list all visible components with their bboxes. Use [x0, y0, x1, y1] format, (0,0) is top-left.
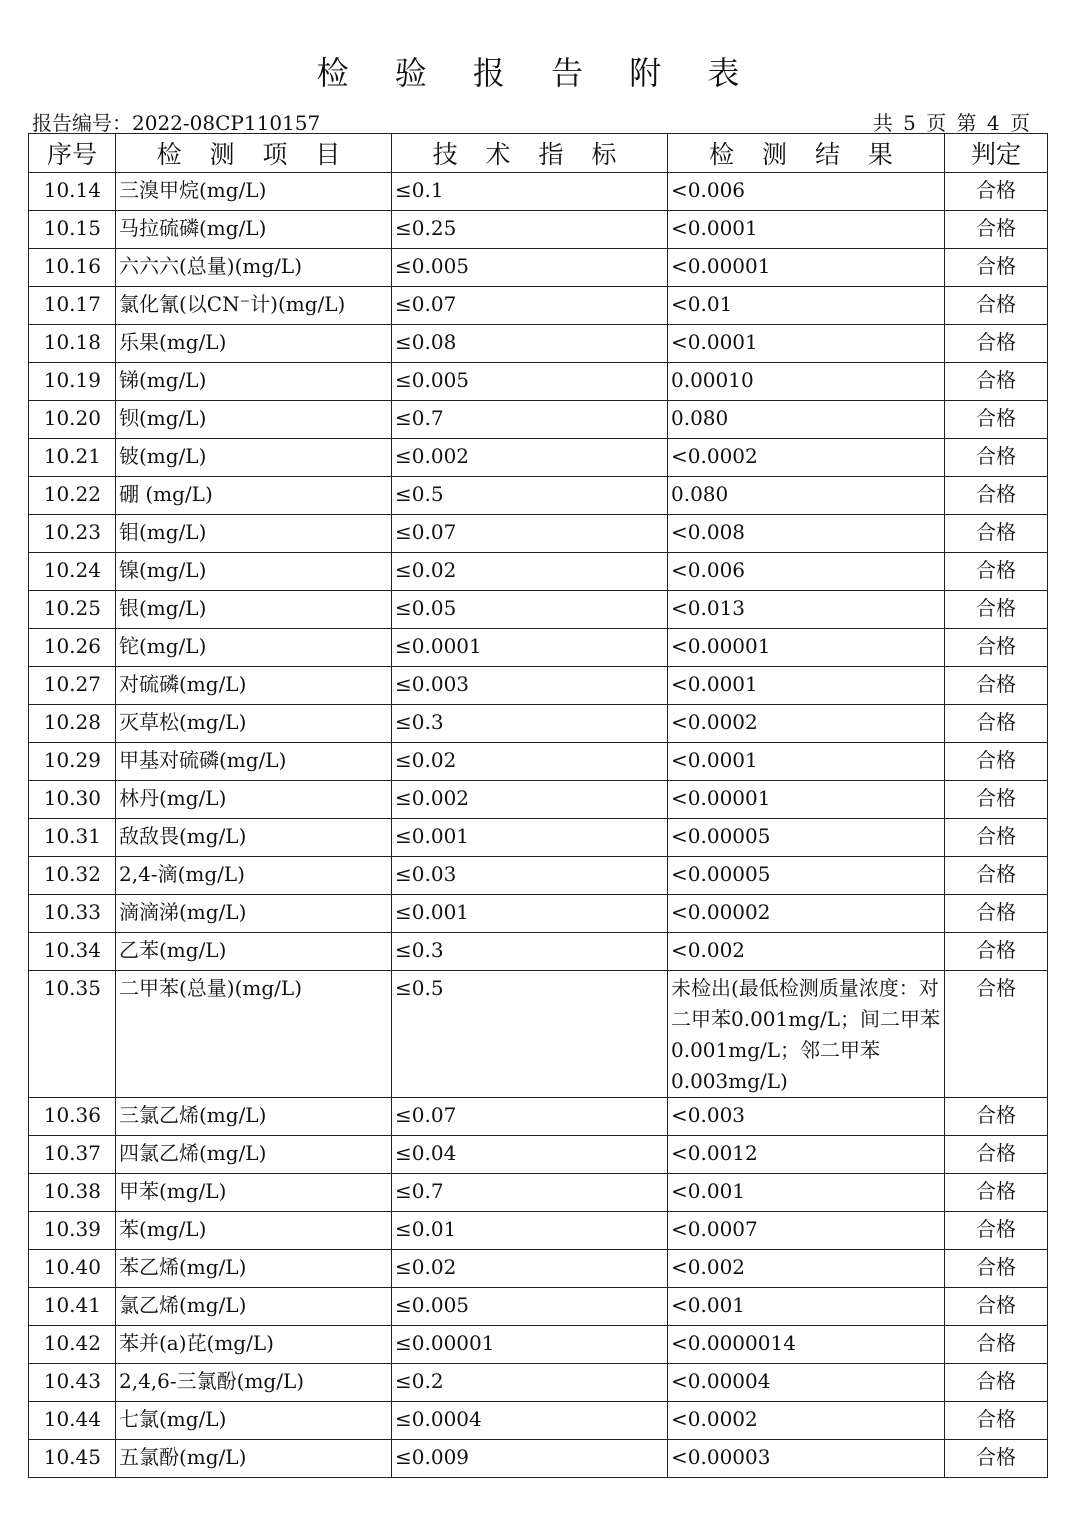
- header-spec: 技 术 指 标: [392, 134, 668, 173]
- cell-verdict: 合格: [945, 933, 1048, 971]
- table-row: [29, 1136, 1048, 1174]
- cell-no: 10.23: [29, 515, 116, 553]
- table-row: [29, 1326, 1048, 1364]
- cell-result: <0.00003: [668, 1440, 945, 1478]
- cell-spec: ≤0.0004: [392, 1402, 668, 1440]
- cell-item: 氯乙烯(mg/L): [116, 1288, 392, 1326]
- cell-item: 硼 (mg/L): [116, 477, 392, 515]
- cell-no: 10.40: [29, 1250, 116, 1288]
- cell-result: <0.00002: [668, 895, 945, 933]
- cell-verdict: 合格: [945, 515, 1048, 553]
- cell-spec: ≤0.005: [392, 249, 668, 287]
- table-row: [29, 819, 1048, 857]
- cell-verdict: 合格: [945, 857, 1048, 895]
- cell-item: 2,4-滴(mg/L): [116, 857, 392, 895]
- header-result: 检 测 结 果: [668, 134, 945, 173]
- cell-no: 10.41: [29, 1288, 116, 1326]
- header-no: 序号: [29, 134, 116, 173]
- cell-result: 0.00010: [668, 363, 945, 401]
- table-row: [29, 287, 1048, 325]
- cell-no: 10.35: [29, 971, 116, 1098]
- cell-spec: ≤0.2: [392, 1364, 668, 1402]
- cell-verdict: 合格: [945, 1212, 1048, 1250]
- cell-spec: ≤0.001: [392, 819, 668, 857]
- cell-no: 10.25: [29, 591, 116, 629]
- cell-result: <0.002: [668, 933, 945, 971]
- cell-spec: ≤0.009: [392, 1440, 668, 1478]
- cell-item: 对硫磷(mg/L): [116, 667, 392, 705]
- cell-result: <0.008: [668, 515, 945, 553]
- table-row: [29, 515, 1048, 553]
- cell-verdict: 合格: [945, 1364, 1048, 1402]
- cell-item: 苯并(a)芘(mg/L): [116, 1326, 392, 1364]
- report-number: 报告编号：2022-08CP110157: [32, 111, 321, 135]
- cell-spec: ≤0.07: [392, 1098, 668, 1136]
- cell-spec: ≤0.7: [392, 1174, 668, 1212]
- cell-result: 0.080: [668, 477, 945, 515]
- cell-no: 10.18: [29, 325, 116, 363]
- cell-result: <0.0000014: [668, 1326, 945, 1364]
- cell-item: 灭草松(mg/L): [116, 705, 392, 743]
- cell-item: 林丹(mg/L): [116, 781, 392, 819]
- table-row: [29, 857, 1048, 895]
- cell-spec: ≤0.003: [392, 667, 668, 705]
- cell-result: <0.0002: [668, 439, 945, 477]
- cell-item: 马拉硫磷(mg/L): [116, 211, 392, 249]
- cell-no: 10.17: [29, 287, 116, 325]
- table-row: [29, 1288, 1048, 1326]
- cell-result: 未检出(最低检测质量浓度：对二甲苯0.001mg/L；间二甲苯0.001mg/L；邻二甲苯0.003mg/L): [668, 971, 945, 1098]
- table-row: [29, 249, 1048, 287]
- cell-spec: ≤0.07: [392, 287, 668, 325]
- cell-item: 乙苯(mg/L): [116, 933, 392, 971]
- cell-no: 10.22: [29, 477, 116, 515]
- cell-item: 二甲苯(总量)(mg/L): [116, 971, 392, 1098]
- cell-no: 10.30: [29, 781, 116, 819]
- cell-item: 乐果(mg/L): [116, 325, 392, 363]
- cell-item: 敌敌畏(mg/L): [116, 819, 392, 857]
- cell-item: 四氯乙烯(mg/L): [116, 1136, 392, 1174]
- cell-no: 10.27: [29, 667, 116, 705]
- cell-item: 钼(mg/L): [116, 515, 392, 553]
- cell-verdict: 合格: [945, 363, 1048, 401]
- cell-result: <0.00001: [668, 249, 945, 287]
- cell-verdict: 合格: [945, 1136, 1048, 1174]
- cell-item: 滴滴涕(mg/L): [116, 895, 392, 933]
- cell-result: <0.00001: [668, 629, 945, 667]
- cell-no: 10.31: [29, 819, 116, 857]
- cell-verdict: 合格: [945, 895, 1048, 933]
- cell-spec: ≤0.02: [392, 553, 668, 591]
- cell-verdict: 合格: [945, 249, 1048, 287]
- cell-no: 10.36: [29, 1098, 116, 1136]
- cell-item: 锑(mg/L): [116, 363, 392, 401]
- cell-no: 10.45: [29, 1440, 116, 1478]
- cell-item: 甲苯(mg/L): [116, 1174, 392, 1212]
- cell-result: <0.0001: [668, 325, 945, 363]
- cell-result: <0.0012: [668, 1136, 945, 1174]
- cell-result: <0.00005: [668, 819, 945, 857]
- results-table: [28, 133, 1048, 1478]
- table-row: [29, 439, 1048, 477]
- table-row: [29, 1440, 1048, 1478]
- table-body: [29, 173, 1048, 1478]
- table-row: [29, 1364, 1048, 1402]
- cell-item: 铊(mg/L): [116, 629, 392, 667]
- cell-no: 10.19: [29, 363, 116, 401]
- cell-no: 10.38: [29, 1174, 116, 1212]
- cell-verdict: 合格: [945, 971, 1048, 1098]
- cell-spec: ≤0.001: [392, 895, 668, 933]
- cell-no: 10.16: [29, 249, 116, 287]
- table-row: [29, 477, 1048, 515]
- table-row: [29, 705, 1048, 743]
- cell-verdict: 合格: [945, 439, 1048, 477]
- cell-no: 10.26: [29, 629, 116, 667]
- cell-result: <0.006: [668, 553, 945, 591]
- cell-result: <0.003: [668, 1098, 945, 1136]
- cell-spec: ≤0.01: [392, 1212, 668, 1250]
- table-row: [29, 401, 1048, 439]
- cell-result: 0.080: [668, 401, 945, 439]
- cell-no: 10.39: [29, 1212, 116, 1250]
- cell-result: <0.001: [668, 1174, 945, 1212]
- cell-item: 七氯(mg/L): [116, 1402, 392, 1440]
- cell-no: 10.32: [29, 857, 116, 895]
- cell-spec: ≤0.04: [392, 1136, 668, 1174]
- cell-verdict: 合格: [945, 591, 1048, 629]
- cell-verdict: 合格: [945, 287, 1048, 325]
- cell-result: <0.0001: [668, 743, 945, 781]
- cell-result: <0.0001: [668, 667, 945, 705]
- cell-item: 三溴甲烷(mg/L): [116, 173, 392, 211]
- cell-result: <0.01: [668, 287, 945, 325]
- cell-spec: ≤0.002: [392, 781, 668, 819]
- cell-no: 10.29: [29, 743, 116, 781]
- cell-item: 2,4,6-三氯酚(mg/L): [116, 1364, 392, 1402]
- table-row: [29, 743, 1048, 781]
- cell-spec: ≤0.00001: [392, 1326, 668, 1364]
- cell-item: 铍(mg/L): [116, 439, 392, 477]
- cell-spec: ≤0.1: [392, 173, 668, 211]
- cell-result: <0.001: [668, 1288, 945, 1326]
- cell-result: <0.0001: [668, 211, 945, 249]
- table-row: [29, 591, 1048, 629]
- cell-result: <0.0002: [668, 1402, 945, 1440]
- header-item: 检 测 项 目: [116, 134, 392, 173]
- cell-verdict: 合格: [945, 1440, 1048, 1478]
- cell-no: 10.43: [29, 1364, 116, 1402]
- cell-item: 镍(mg/L): [116, 553, 392, 591]
- cell-result: <0.00005: [668, 857, 945, 895]
- cell-spec: ≤0.5: [392, 971, 668, 1098]
- cell-item: 银(mg/L): [116, 591, 392, 629]
- cell-item: 甲基对硫磷(mg/L): [116, 743, 392, 781]
- cell-verdict: 合格: [945, 629, 1048, 667]
- cell-result: <0.013: [668, 591, 945, 629]
- cell-item: 五氯酚(mg/L): [116, 1440, 392, 1478]
- header-verdict: 判定: [945, 134, 1048, 173]
- cell-result: <0.00001: [668, 781, 945, 819]
- cell-spec: ≤0.03: [392, 857, 668, 895]
- table-row: [29, 363, 1048, 401]
- cell-verdict: 合格: [945, 1098, 1048, 1136]
- table-row: [29, 933, 1048, 971]
- cell-verdict: 合格: [945, 173, 1048, 211]
- cell-verdict: 合格: [945, 1402, 1048, 1440]
- page-info: 共 5 页 第 4 页: [872, 111, 1030, 135]
- table-row: [29, 1250, 1048, 1288]
- table-row: [29, 1174, 1048, 1212]
- cell-verdict: 合格: [945, 1326, 1048, 1364]
- cell-verdict: 合格: [945, 477, 1048, 515]
- table-row: [29, 629, 1048, 667]
- cell-no: 10.20: [29, 401, 116, 439]
- cell-verdict: 合格: [945, 211, 1048, 249]
- cell-verdict: 合格: [945, 819, 1048, 857]
- cell-result: <0.006: [668, 173, 945, 211]
- cell-item: 苯乙烯(mg/L): [116, 1250, 392, 1288]
- cell-no: 10.28: [29, 705, 116, 743]
- cell-no: 10.21: [29, 439, 116, 477]
- cell-verdict: 合格: [945, 667, 1048, 705]
- cell-spec: ≤0.02: [392, 1250, 668, 1288]
- table-row: [29, 1212, 1048, 1250]
- document-title: 检 验 报 告 附 表: [316, 54, 758, 92]
- cell-verdict: 合格: [945, 325, 1048, 363]
- cell-spec: ≤0.3: [392, 705, 668, 743]
- cell-no: 10.37: [29, 1136, 116, 1174]
- cell-spec: ≤0.3: [392, 933, 668, 971]
- cell-no: 10.33: [29, 895, 116, 933]
- cell-spec: ≤0.005: [392, 363, 668, 401]
- cell-verdict: 合格: [945, 1250, 1048, 1288]
- cell-spec: ≤0.08: [392, 325, 668, 363]
- cell-spec: ≤0.7: [392, 401, 668, 439]
- cell-no: 10.44: [29, 1402, 116, 1440]
- cell-no: 10.34: [29, 933, 116, 971]
- table-row: [29, 1098, 1048, 1136]
- table-row: [29, 325, 1048, 363]
- cell-verdict: 合格: [945, 705, 1048, 743]
- cell-spec: ≤0.5: [392, 477, 668, 515]
- cell-no: 10.14: [29, 173, 116, 211]
- cell-spec: ≤0.0001: [392, 629, 668, 667]
- cell-verdict: 合格: [945, 743, 1048, 781]
- table-row: [29, 1402, 1048, 1440]
- cell-item: 钡(mg/L): [116, 401, 392, 439]
- cell-spec: ≤0.005: [392, 1288, 668, 1326]
- cell-verdict: 合格: [945, 401, 1048, 439]
- cell-verdict: 合格: [945, 553, 1048, 591]
- cell-spec: ≤0.02: [392, 743, 668, 781]
- table-row: [29, 895, 1048, 933]
- cell-no: 10.15: [29, 211, 116, 249]
- cell-item: 六六六(总量)(mg/L): [116, 249, 392, 287]
- table-row: [29, 211, 1048, 249]
- cell-spec: ≤0.002: [392, 439, 668, 477]
- table-header-row: [29, 134, 1048, 173]
- cell-spec: ≤0.07: [392, 515, 668, 553]
- cell-item: 三氯乙烯(mg/L): [116, 1098, 392, 1136]
- cell-result: <0.00004: [668, 1364, 945, 1402]
- table-row: [29, 553, 1048, 591]
- table-row: [29, 173, 1048, 211]
- cell-verdict: 合格: [945, 1174, 1048, 1212]
- table-row: [29, 781, 1048, 819]
- cell-no: 10.42: [29, 1326, 116, 1364]
- cell-spec: ≤0.05: [392, 591, 668, 629]
- cell-item: 苯(mg/L): [116, 1212, 392, 1250]
- cell-result: <0.002: [668, 1250, 945, 1288]
- cell-item: 氯化氰(以CN⁻计)(mg/L): [116, 287, 392, 325]
- cell-verdict: 合格: [945, 1288, 1048, 1326]
- cell-result: <0.0007: [668, 1212, 945, 1250]
- cell-spec: ≤0.25: [392, 211, 668, 249]
- cell-verdict: 合格: [945, 781, 1048, 819]
- table-row: [29, 971, 1048, 1098]
- cell-no: 10.24: [29, 553, 116, 591]
- table-row: [29, 667, 1048, 705]
- cell-result: <0.0002: [668, 705, 945, 743]
